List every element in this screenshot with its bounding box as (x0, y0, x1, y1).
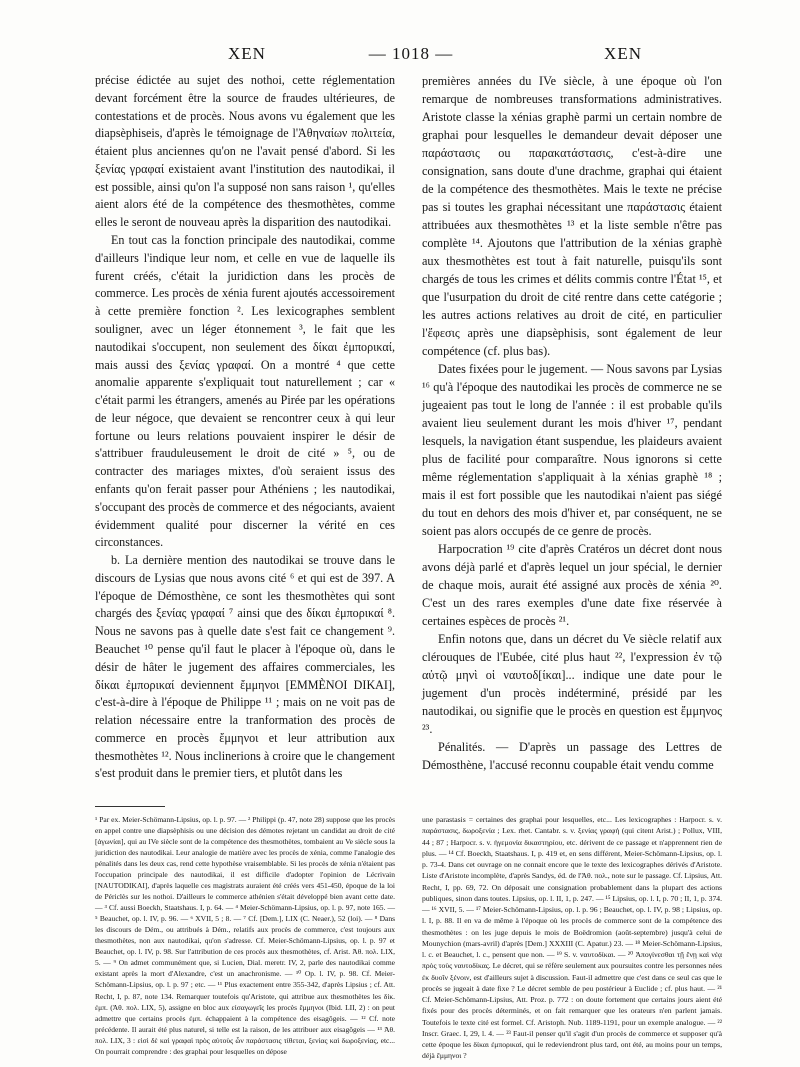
paragraph: précise édictée au sujet des nothoi, cette réglementation devant forcément être la source de fraudes ultérieures, de contestations et de procès. Nous avons vu également que les diapsèphiseis, d'après le témoignage de l'Ἀθηναίων πολιτεία, étaient plus anciennes qu'on ne l'avait pensé d'abord. Si les ξενίας γραφαί existaient avant l'institution des nautodikai, il est possible, ainsi qu'on l'a supposé non sans raison ¹, qu'elles aient alors été de la compétence des thesmothètes, comme elles le seront de nouveau après la disparition des nautodikai. (95, 73, 395, 230)
paragraph: Harpocration ¹⁹ cite d'après Cratéros un décret dont nous avons déjà parlé et d'après lequel un jour spécial, le dernier de chaque mois, aurait été assigné aux procès de xénia ²⁰. C'est un des rares exemples d'une date fixe réservée à certaines espèces de procès ²¹. (422, 542, 722, 628)
left-body-column (95, 72, 395, 783)
paragraph: b. La dernière mention des nautodikai se trouve dans le discours de Lysias que nous avons cité ⁶ et qui est de 397. A l'époque de Démosthène, ce sont les thesmothètes qui sont chargés des ξενίας γραφαί ⁷ ainsi que des δίκαι ἐμπορικαί ⁸. Nous ne savons pas à quelle date s'est fait ce changement ⁹. Beauchet ¹⁰ pense qu'il faut le placer à l'époque où, dans le désir de hâter le jugement des affaires commerciales, les δίκαι ἐμπορικαί deviennent ἔμμηνοι [EMMÈNOI DIKAI], c'est-à-dire à l'époque de Philippe ¹¹ ; mais on ne voit pas de relation nécessaire entre la tranformation des procès de commerce en procès ἔμμηνοι et leur attribution aux thesmothètes ¹². Nous inclinerions à croire que le changement s'est produit dans le premier tiers, et plutôt dans les (95, 553, 395, 781)
running-header (96, 44, 726, 70)
paragraph: premières années du IVe siècle, à une époque où l'on remarque de nombreuses transformations administratives. Aristote classe la xénias graphè parmi un certain nombre de graphai pour lesquelles le demandeur devait déposer une παράστασις ou παρακατάστασις, c'est-à-dire une consignation, sans doute d'une drachme, graphai qui étaient de la compétence des thesmothètes. Mais le texte ne précise pas si toutes les graphai nécessitant une παράστασις étaient attribuées aux thesmothètes ¹³ et la liste semble n'être pas complète ¹⁴. Ajoutons que l'attribution de la xénias graphè aux thesmothètes est tout à fait naturelle, puisqu'ils sont chargés de tous les crimes et délits commis contre l'État ¹⁵, et que l'usurpation du droit de cité rentre dans cette catégorie ; les autres actions relatives au droit de cité, en particulier l'ἔφεσις après une diapsèphisis, sont également de leur compétence (cf. plus bas). (422, 74, 722, 358)
right-footnotes (422, 814, 722, 1062)
left-footnotes (95, 814, 395, 1057)
right-body-column (422, 72, 722, 774)
paragraph: Pénalités. — D'après un passage des Lettres de Démosthène, l'accusé reconnu coupable était vendu comme (422, 740, 722, 772)
footnote-block: une parastasis = certaines des graphai pour lesquelles, etc... Les lexicographes : Harpocr. s. v. παράστασις, δωροξενία ; Lex. rhet. Cantabr. s. v. ξενίας γραφή (qui citent Arist.) ; Pollux, VIII, 44 ; 87 ; Harpocr. s. v. ἡγεμονία δικαστηρίου, etc. dérivent de ce passage et n'apprennent rien de plus. — ¹⁴ Cf. Boeckh, Staatshaus. I, p. 419 et, en sens différent, Meier-Schömann-Lipsius, op. l. p. 73-4. Dans cet ouvrage on ne connait encore que le texte des lexicographes dérivés d'Aristote. Liste d'Aristote incomplète, d'après Sandys, éd. de l'Ἀθ. πολ., note sur le passage. Cf. Lipsius, Att. Recht, I, pp. 69, 72. On déposait une consignation probablement dans la plupart des actions publiques, sinon dans toutes. Lipsius, op. l. II, 1, p. 247. — ¹⁵ Lipsius, op. l. I, p. 70 ; II, 1, p. 374. — ¹⁶ XVII, 5. — ¹⁷ Meier-Schömann-Lipsius, op. l. p. 96 ; Beauchet, op. l. IV, p. 98 ; Lipsius, op. l. I, p. 88. Il en va de même à l'époque où les procès de commerce sont de la compétence des thesmothètes : on les juge depuis le mois de Boëdromion (août-septembre) jusqu'à celui de Mounychion (mars-avril) d'après [Dem.] XXXIII (C. Apatur.) 23. — ¹⁸ Meier-Schömann-Lipsius, l. c. et Beauchet, l. c., pensent que non. — ¹⁹ S. v. ναυτοδίκαι. — ²⁰ Ἀπογίνεσθαι τῇ ἕνῃ καὶ νέᾳ πρὸς τοὺς ναυτοδίκας. Le décret, qui se réfère seulement aux poursuites contre les personnes nées ἐκ δυοῖν ξένοιν, est d'ailleurs sujet à discussion. Faut-il admettre que c'est dans ce seul cas que le procès se jugeait à date fixe ? Le décret semble de peu postérieur à Euclide ; cf. plus haut. — ²¹ Cf. Meier-Schömann-Lipsius, Att. Proz. p. 772 : on doute fortement que certains jours aient été fixés pour des procès déterminés, et on fait remarquer que les orateurs n'en parlent jamais. Toutefois le texte cité est formel. Cf. Aristoph. Nub. 1189-1191, pour un exemple analogue. — ²² Inscr. Graec. I, 29, l. 4. — ²³ Faut-il penser qu'il s'agit d'un procès de commerce et supposer qu'à cette époque les δίκαι ἐμπορικαί, qui le redeviendront plus tard, ont été, au moins pour un temps, déjà ἔμμηνοι ? (422, 815, 722, 1061)
paragraph: Dates fixées pour le jugement. — Nous savons par Lysias ¹⁶ qu'à l'époque des nautodikai les procès de commerce ne se jugeaient pas tout le long de l'année : il est probable qu'ils avaient lieu seulement durant les mois d'hiver ¹⁷, pendant lesquels, la navigation étant suspendue, les plaideurs avaient plus de facilité pour comparaître. Nous ignorons si cette même réglementation s'appliquait à la xénias graphè ¹⁸ ; mais il est fort possible que les nautodikai n'aient pas siégé du tout en dehors des mois d'hiver et, par conséquent, ne se soient pas alors occupés de ce genre de procès. (422, 362, 722, 538)
header-right-word: XEN (604, 44, 642, 63)
footnote-divider (95, 806, 165, 807)
header-left-word: XEN (228, 44, 266, 63)
paragraph: Enfin notons que, dans un décret du Ve siècle relatif aux clérouques de l'Eubée, cité plus haut ²², l'expression ἐν τῷ αὐτῷ μηνὶ οἱ ναυτοδ[ίκαι]... indique une date pour le jugement d'un procès indéterminé, présidé par les nautodikai, ou signifie que le procès en question est ἔμμηνος ²³. (422, 632, 722, 736)
footnote-block: ¹ Par ex. Meier-Schömann-Lipsius, op. l. p. 97. — ² Philippi (p. 47, note 28) suppose que les procès en appel contre une diapsèphisis ou une décision des démotes rejetant un candidat au droit de cité [ἀγωνίαι], qui au IVe siècle sont de la compétence des thesmothètes, tombaient au Ve siècle sous la juridiction des nautodikai. Leur analogie de matière avec les procès de xénia, comme l'analogie des pénalités dans les deux cas, rend cette hypothèse vraisemblable. Si les procès de xénia n'étaient pas l'occupation principale des nautodikai, il est difficile d'adopter l'opinion de Lécrivain [NAUTODIKAI], d'après laquelle ces magistrats auraient été créés vers 451-450, époque de la loi de Périclès sur les nothoi. D'ailleurs le commerce athénien s'était développé bien avant cette date. — ³ Cf. aussi Boeckh, Staatshaus. I, p. 64. — ⁴ Meier-Schömann-Lipsius, op. l. p. 97, note 165. — ⁵ Beauchet, op. l. IV, p. 96. — ⁶ XVII, 5 ; 8. — ⁷ Cf. [Dem.], LIX (C. Neaer.), 52 (loi). — ⁸ Dans les discours de Dém., ou attribués à Dém., relatifs aux procès de commerce, c'est toujours aux thesmothètes, non aux nautodikai, qu'on s'adresse. Cf. Meier-Schömann-Lipsius, op. l. p. 97 et Beauchet, op. l. IV, p. 98. Sur l'attribution de ces procès aux thesmothètes, cf. Arist. Ἀθ. πολ. LIX, 5. — ⁹ On admet communément que, si Lucien, Dial. meretr. IV, 2, parle des nautodikai comme existant après la mort d'Alexandre, c'est un anachronisme. — ¹⁰ Op. l. IV, p. 98. Cf. Meier-Schömann-Lipsius, op. l. p. 97 ; etc. — ¹¹ Plus exactement entre 355-342, d'après Lipsius ; cf. Att. Recht, I, p. 87, note 134. Remarquer toutefois qu'Aristote, qui attribue aux thesmothètes les δίκ. ἐμπ. (Ἀθ. πολ. LIX, 5), assigne en bloc aux εἰσαγωγεῖς les procès ἔμμηνοι (Ibid. LII, 2) : on peut admettre que certains procès ἐμπ. échappaient à la compétence des eisagôgeis. — ¹² Cf. note précédente. Il aurait été plus naturel, si telle est la raison, de les attribuer aux eisagôgeis — ¹³ Ἀθ. πολ. LIX, 3 : εἰσὶ δὲ καὶ γραφαὶ πρὸς αὐτοὺς ὧν παράστασις τίθεται, ξενίας καὶ δωροξενίας, etc... On pourrait comprendre : des graphai pour lesquelles on dépose (95, 815, 395, 1056)
page-number: — 1018 — (368, 44, 454, 63)
paragraph: En tout cas la fonction principale des nautodikai, comme d'ailleurs l'indique leur nom, et celle en vue de laquelle ils furent créés, c'était la juridiction dans les procès de commerce. Les procès de xénia furent ajoutés accessoirement à cette première fonction ². Les lexicographes semblent souligner, avec un léger étonnement ³, le fait que les nautodikai s'occupent, non seulement des δίκαι ἐμπορικαί, mais aussi des ξενίας γραφαί. On a montré ⁴ que cette anomalie apparente s'expliquait tout naturellement ; car « c'était parmi les étrangers, amenés au Pirée par les opérations de leur négoce, que devaient se rencontrer ceux à qui leur fortune ou leurs relations pouvaient inspirer le désir de s'attribuer frauduleusement le droit de cité » ⁵, ou de contracter des mariages mixtes, d'où seraient issus des enfants qu'on ferait passer pour Athéniens ; les nautodikai, s'occupant des procès de commerce et des négociants, avaient évidemment qualité pour discerner la vérité en ces circonstances. (95, 233, 395, 550)
